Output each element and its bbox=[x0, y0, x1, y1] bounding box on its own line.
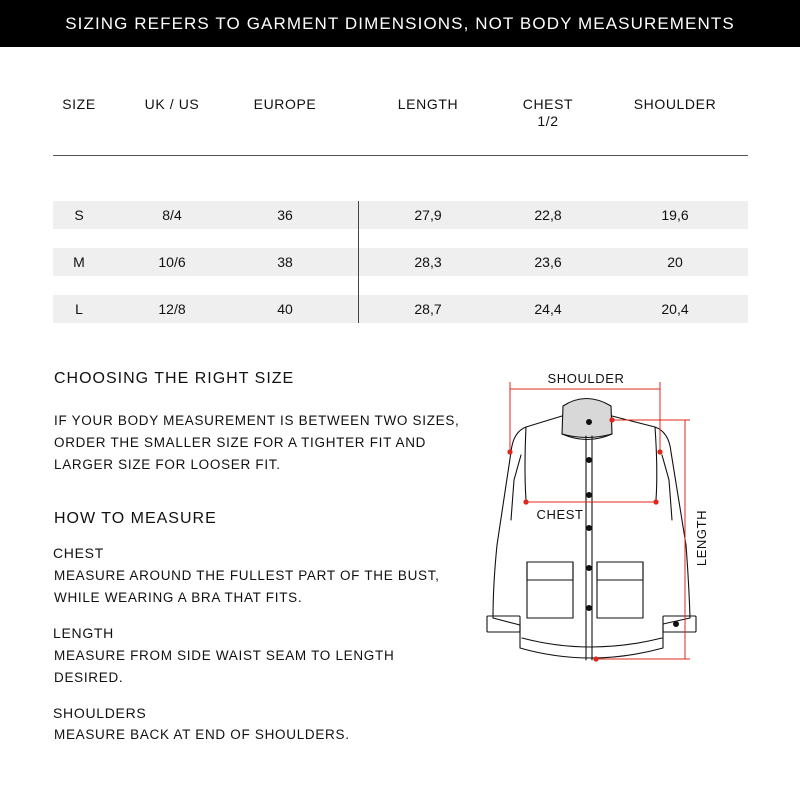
button bbox=[586, 492, 592, 498]
length-label: LENGTH bbox=[694, 509, 709, 567]
choosing-size-text bbox=[54, 410, 464, 476]
measure-points bbox=[507, 417, 662, 661]
col-length: LENGTH bbox=[397, 96, 459, 112]
jacket-measure-diagram bbox=[478, 365, 723, 670]
cell-uk-us: 12/8 bbox=[158, 301, 186, 317]
cell-chest: 24,4 bbox=[534, 301, 562, 317]
cell-shoulder: 20,4 bbox=[661, 301, 689, 317]
collar bbox=[562, 399, 612, 438]
shoulders-text bbox=[54, 724, 464, 746]
cell-shoulder: 20 bbox=[667, 254, 683, 270]
cell-europe: 38 bbox=[277, 254, 293, 270]
button bbox=[586, 419, 592, 425]
right-pocket bbox=[597, 562, 643, 618]
left-pocket-flap bbox=[527, 562, 573, 580]
cell-uk-us: 10/6 bbox=[158, 254, 186, 270]
cell-shoulder: 19,6 bbox=[661, 207, 689, 223]
cell-chest: 23,6 bbox=[534, 254, 562, 270]
table-row bbox=[53, 248, 748, 276]
button bbox=[586, 605, 592, 611]
col-chest bbox=[508, 96, 588, 130]
chest-text bbox=[54, 565, 464, 609]
cell-europe: 40 bbox=[277, 301, 293, 317]
how-to-measure-heading: HOW TO MEASURE bbox=[54, 510, 217, 527]
size-table-header bbox=[0, 96, 800, 136]
cell-length: 27,9 bbox=[414, 207, 442, 223]
button bbox=[673, 621, 679, 627]
col-chest-line1: CHEST bbox=[522, 96, 574, 112]
text-line: ORDER THE SMALLER SIZE FOR A TIGHTER FIT AND bbox=[54, 435, 427, 450]
text-line: MEASURE AROUND THE FULLEST PART OF THE BUST, bbox=[54, 568, 440, 583]
shoulder-label: SHOULDER bbox=[547, 371, 625, 386]
length-text bbox=[54, 645, 464, 689]
shoulder-point-right bbox=[657, 449, 662, 454]
right-cuff bbox=[663, 616, 696, 632]
text-line: DESIRED. bbox=[54, 670, 124, 685]
choosing-size-heading: CHOOSING THE RIGHT SIZE bbox=[54, 370, 295, 387]
button bbox=[586, 565, 592, 571]
cell-chest: 22,8 bbox=[534, 207, 562, 223]
cell-size: L bbox=[75, 301, 83, 317]
cell-size: S bbox=[74, 207, 84, 223]
shoulder-point-left bbox=[507, 449, 512, 454]
cell-uk-us: 8/4 bbox=[162, 207, 182, 223]
table-row bbox=[53, 295, 748, 323]
col-europe: EUROPE bbox=[253, 96, 317, 112]
header-divider bbox=[53, 155, 748, 156]
left-pocket bbox=[527, 562, 573, 618]
shoulders-heading: SHOULDERS bbox=[53, 705, 147, 721]
table-column-divider bbox=[358, 201, 359, 323]
length-heading: LENGTH bbox=[53, 625, 114, 641]
col-chest-line2: 1/2 bbox=[537, 113, 559, 129]
chest-label: CHEST bbox=[536, 507, 584, 522]
cell-length: 28,3 bbox=[414, 254, 442, 270]
left-sleeve-line bbox=[511, 455, 521, 520]
header-banner: SIZING REFERS TO GARMENT DIMENSIONS, NOT BODY MEASUREMENTS bbox=[0, 0, 800, 47]
col-uk-us: UK / US bbox=[144, 96, 200, 112]
text-line: WHILE WEARING A BRA THAT FITS. bbox=[54, 590, 303, 605]
chest-point-left bbox=[523, 499, 528, 504]
text-line: LARGER SIZE FOR LOOSER FIT. bbox=[54, 457, 281, 472]
table-row bbox=[53, 201, 748, 229]
cell-size: M bbox=[73, 254, 85, 270]
text-line: MEASURE FROM SIDE WAIST SEAM TO LENGTH bbox=[54, 648, 395, 663]
cell-europe: 36 bbox=[277, 207, 293, 223]
chest-point-right bbox=[653, 499, 658, 504]
col-size: SIZE bbox=[62, 96, 96, 112]
cell-length: 28,7 bbox=[414, 301, 442, 317]
text-line: IF YOUR BODY MEASUREMENT IS BETWEEN TWO SIZES, bbox=[54, 413, 460, 428]
button bbox=[586, 457, 592, 463]
text-line: MEASURE BACK AT END OF SHOULDERS. bbox=[54, 727, 350, 742]
length-point-bottom bbox=[593, 656, 598, 661]
length-point-top bbox=[609, 417, 614, 422]
button bbox=[586, 525, 592, 531]
right-pocket-flap bbox=[597, 562, 643, 580]
right-armhole bbox=[655, 427, 657, 500]
left-armhole bbox=[525, 427, 526, 500]
chest-heading: CHEST bbox=[53, 545, 104, 561]
right-sleeve-line bbox=[662, 455, 672, 520]
col-shoulder: SHOULDER bbox=[633, 96, 717, 112]
jacket-buttons bbox=[586, 419, 679, 627]
